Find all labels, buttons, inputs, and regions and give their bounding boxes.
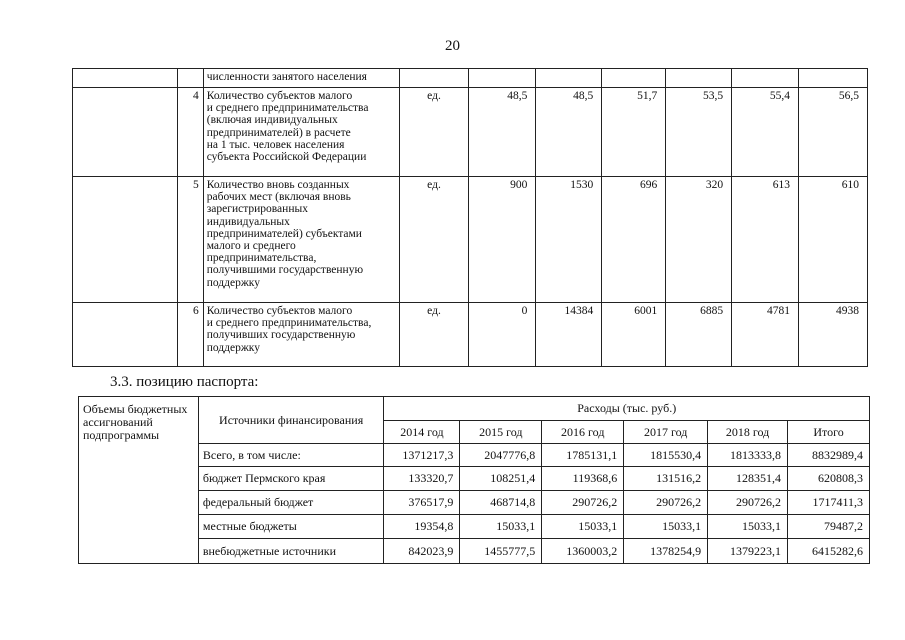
sources-header: Источники финансирования <box>198 397 384 444</box>
table-row <box>73 88 868 177</box>
indicator-name-line: предпринимательства, <box>206 252 317 265</box>
row-number: 5 <box>177 177 203 303</box>
year-header: 2018 год <box>708 421 788 444</box>
value-cell: 1530 <box>536 177 602 303</box>
value-cell: 4938 <box>799 303 868 367</box>
table-cell <box>73 69 178 88</box>
unit-cell: ед. <box>399 88 469 177</box>
year-header: 2015 год <box>460 421 542 444</box>
value-cell: 900 <box>469 177 536 303</box>
value-cell: 15033,1 <box>542 515 624 539</box>
value-cell: 1815530,4 <box>624 444 708 467</box>
unit-cell: ед. <box>399 303 469 367</box>
table-cell <box>732 69 799 88</box>
value-cell: 19354,8 <box>384 515 460 539</box>
value-cell: 2047776,8 <box>460 444 542 467</box>
indicator-name-line: рабочих мест (включая вновь <box>206 191 351 204</box>
indicator-name-continuation: численности занятого населения <box>203 69 399 88</box>
value-cell: 1378254,9 <box>624 539 708 564</box>
total-header: Итого <box>788 421 870 444</box>
budget-table <box>78 396 870 564</box>
value-cell: 0 <box>469 303 536 367</box>
value-cell: 620808,3 <box>788 467 870 491</box>
indicator-name-line: получившими государственную <box>206 264 364 277</box>
value-cell: 290726,2 <box>542 491 624 515</box>
value-cell: 131516,2 <box>624 467 708 491</box>
indicator-name-line: зарегистрированных <box>206 203 308 216</box>
indicator-name-line: получивших государственную <box>206 329 356 342</box>
row-label-line: Объемы бюджетных <box>83 402 188 416</box>
indicator-name-line: предпринимателей) в расчете <box>206 126 351 139</box>
indicator-name <box>203 177 399 303</box>
value-cell: 15033,1 <box>708 515 788 539</box>
value-cell: 6415282,6 <box>788 539 870 564</box>
value-cell: 290726,2 <box>708 491 788 515</box>
source-cell: местные бюджеты <box>198 515 384 539</box>
source-cell: бюджет Пермского края <box>198 467 384 491</box>
year-header: 2017 год <box>624 421 708 444</box>
table-cell <box>602 69 666 88</box>
value-cell: 128351,4 <box>708 467 788 491</box>
indicator-name <box>203 88 399 177</box>
source-cell: Всего, в том числе: <box>198 444 384 467</box>
table-cell <box>73 88 178 177</box>
value-cell: 320 <box>666 177 732 303</box>
value-cell: 48,5 <box>469 88 536 177</box>
row-number: 4 <box>177 88 203 177</box>
value-cell: 56,5 <box>799 88 868 177</box>
value-cell: 290726,2 <box>624 491 708 515</box>
value-cell: 1455777,5 <box>460 539 542 564</box>
table-cell <box>666 69 732 88</box>
row-label-line: ассигнований <box>83 415 153 429</box>
table-row <box>73 177 868 303</box>
value-cell: 55,4 <box>732 88 799 177</box>
indicator-name <box>203 303 399 367</box>
row-label-line: подпрограммы <box>83 428 160 442</box>
indicator-name-line: индивидуальных <box>206 215 290 228</box>
year-header: 2014 год <box>384 421 460 444</box>
expenses-header: Расходы (тыс. руб.) <box>384 397 870 421</box>
table-row <box>73 303 868 367</box>
value-cell: 79487,2 <box>788 515 870 539</box>
value-cell: 8832989,4 <box>788 444 870 467</box>
value-cell: 468714,8 <box>460 491 542 515</box>
page-number: 20 <box>445 38 460 54</box>
value-cell: 1717411,3 <box>788 491 870 515</box>
indicator-name-line: поддержку <box>206 341 260 354</box>
indicator-name-line: Количество вновь созданных <box>206 179 350 191</box>
value-cell: 6885 <box>666 303 732 367</box>
value-cell: 15033,1 <box>460 515 542 539</box>
value-cell: 119368,6 <box>542 467 624 491</box>
value-cell: 48,5 <box>536 88 602 177</box>
value-cell: 610 <box>799 177 868 303</box>
table-cell <box>177 69 203 88</box>
source-cell: внебюджетные источники <box>198 539 384 564</box>
value-cell: 6001 <box>602 303 666 367</box>
table-cell <box>73 177 178 303</box>
indicators-table <box>72 68 868 367</box>
source-cell: федеральный бюджет <box>198 491 384 515</box>
value-cell: 842023,9 <box>384 539 460 564</box>
value-cell: 14384 <box>536 303 602 367</box>
indicator-name-line: Количество субъектов малого <box>206 90 353 102</box>
value-cell: 4781 <box>732 303 799 367</box>
value-cell: 108251,4 <box>460 467 542 491</box>
value-cell: 51,7 <box>602 88 666 177</box>
row-label <box>79 397 199 564</box>
year-header: 2016 год <box>542 421 624 444</box>
table-header-row <box>79 397 870 421</box>
table-cell <box>469 69 536 88</box>
value-cell: 1813333,8 <box>708 444 788 467</box>
table-cell <box>536 69 602 88</box>
value-cell: 133320,7 <box>384 467 460 491</box>
indicator-name-line: поддержку <box>206 276 260 289</box>
value-cell: 613 <box>732 177 799 303</box>
value-cell: 376517,9 <box>384 491 460 515</box>
value-cell: 1360003,2 <box>542 539 624 564</box>
indicator-name-line: и среднего предпринимательства, <box>206 317 372 330</box>
indicator-name-line: (включая индивидуальных <box>206 114 338 127</box>
row-number: 6 <box>177 303 203 367</box>
value-cell: 1785131,1 <box>542 444 624 467</box>
value-cell: 696 <box>602 177 666 303</box>
table-cell <box>73 303 178 367</box>
indicator-name-line: субъекта Российской Федерации <box>206 151 367 164</box>
value-cell: 53,5 <box>666 88 732 177</box>
indicator-name-line: предпринимателей) субъектами <box>206 227 362 240</box>
indicator-name-line: на 1 тыс. человек населения <box>206 138 345 151</box>
value-cell: 1379223,1 <box>708 539 788 564</box>
table-cell <box>399 69 469 88</box>
table-cell <box>799 69 868 88</box>
indicator-name-line: и среднего предпринимательства <box>206 102 369 115</box>
unit-cell: ед. <box>399 177 469 303</box>
table-row <box>73 69 868 88</box>
indicator-name-line: малого и среднего <box>206 240 296 253</box>
section-title: 3.3. позицию паспорта: <box>110 374 259 390</box>
value-cell: 15033,1 <box>624 515 708 539</box>
indicator-name-line: Количество субъектов малого <box>206 305 353 317</box>
value-cell: 1371217,3 <box>384 444 460 467</box>
